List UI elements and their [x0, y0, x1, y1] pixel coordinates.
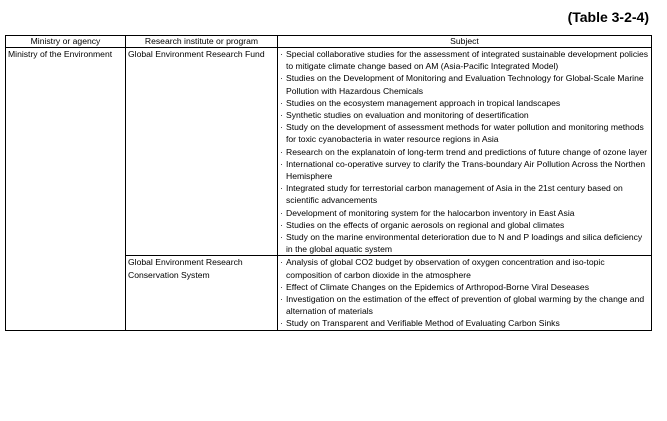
header-row [6, 36, 652, 48]
ministry-cell: Ministry of the Environment [6, 48, 126, 331]
list-item: · Studies on the effects of organic aerosols on regional and global climates [280, 219, 649, 231]
list-item: · Effect of Climate Changes on the Epidemics of Arthropod-Borne Viral Deseases [280, 281, 649, 293]
list-item: · Analysis of global CO2 budget by observation of oxygen concentration and iso-topic composition of carbon dioxide in the atmosphere [280, 256, 649, 280]
subject-list [280, 48, 649, 255]
table-row [6, 48, 652, 256]
program-name: Global Environment Research Fund [126, 48, 278, 256]
subject-cell [278, 256, 652, 330]
subject-cell [278, 48, 652, 256]
list-item: · Integrated study for terrestorial carbon management of Asia in the 21st century based on scientific advancements [280, 182, 649, 206]
subject-list [280, 256, 649, 329]
list-item: · Study on the marine environmental deterioration due to N and P loadings and silica deficiency in the global aquatic system [280, 231, 649, 255]
header-ministry: Ministry or agency [6, 36, 126, 48]
list-item: · Study on Transparent and Verifiable Method of Evaluating Carbon Sinks [280, 317, 649, 329]
list-item: · Studies on the Development of Monitoring and Evaluation Technology for Global-Scale Marine Pollution with Hazardous Chemicals [280, 72, 649, 96]
list-item: · International co-operative survey to clarify the Trans-boundary Air Pollution Across the Northen Hemisphere [280, 158, 649, 182]
header-institute: Research institute or program [126, 36, 278, 48]
list-item: · Special collaborative studies for the assessment of integrated sustainable development policies to mitigate climate change based on AM (Asia-Pacific Integrated Model) [280, 48, 649, 72]
list-item: · Studies on the ecosystem management approach in tropical landscapes [280, 97, 649, 109]
research-subjects-table [5, 35, 652, 331]
list-item: · Investigation on the estimation of the effect of prevention of global warming by the change and alternation of materials [280, 293, 649, 317]
table-label: (Table 3-2-4) [567, 9, 649, 25]
program-name: Global Environment Research Conservation System [126, 256, 278, 330]
list-item: · Development of monitoring system for the halocarbon inventory in East Asia [280, 207, 649, 219]
list-item: · Synthetic studies on evaluation and monitoring of desertification [280, 109, 649, 121]
list-item: · Study on the development of assessment methods for water pollution and monitoring methods for toxic cyanobacteria in water resource regions in Asia [280, 121, 649, 145]
list-item: · Research on the explanatoin of long-term trend and predictions of future change of ozone layer [280, 146, 649, 158]
header-subject: Subject [278, 36, 652, 48]
